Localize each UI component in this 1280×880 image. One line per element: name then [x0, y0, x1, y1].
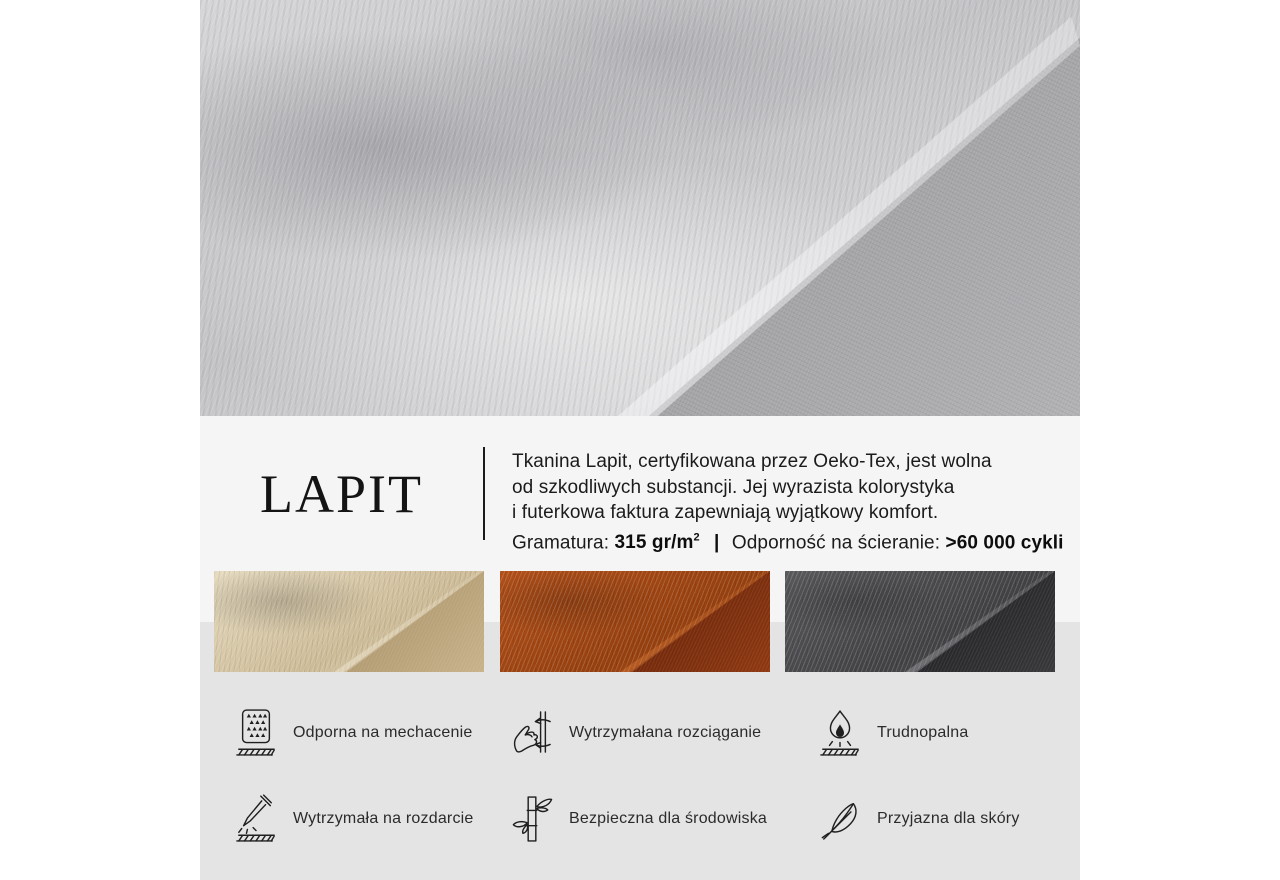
- feature-flame-retardant: [819, 704, 968, 762]
- feature-label: Trudnopalna: [877, 724, 969, 741]
- abrasion-label: Odporność na ścieranie:: [731, 531, 941, 553]
- specs-line: [512, 526, 1072, 556]
- abrasion-value: >60 000 cykli: [945, 531, 1064, 553]
- feature-label: Bezpieczna dla środowiska: [569, 810, 767, 827]
- feature-eco-safe: [511, 790, 767, 848]
- feature-label: Wytrzymała na rozdarcie: [293, 810, 474, 827]
- description-line: od szkodliwych substancji. Jej wyrazista kolorystyka: [512, 476, 955, 498]
- pilling-icon: [235, 707, 277, 759]
- swatch-beige: [214, 571, 484, 672]
- content-column: [200, 0, 1080, 880]
- description: [512, 449, 1072, 555]
- vertical-divider: [483, 447, 485, 540]
- feature-label: Odporna na mechacenie: [293, 724, 473, 741]
- weight-value: 315 $gr/m^2$: [614, 531, 700, 553]
- nail-icon: [235, 793, 277, 845]
- feather-icon: [819, 793, 861, 845]
- feature-label: Wytrzymałana rozciąganie: [569, 724, 762, 741]
- fabric-title: LAPIT: [260, 463, 423, 524]
- spec-separator: |: [714, 531, 720, 553]
- description-line: i futerkowa faktura zapewniają wyjątkowy komfort.: [512, 502, 939, 523]
- description-line: Tkanina Lapit, certyfikowana przez Oeko-Tex, jest wolna: [512, 451, 992, 472]
- swatch-rust: [500, 571, 770, 672]
- feature-tear-resistant: [235, 790, 474, 848]
- feature-skin-friendly: [819, 790, 1020, 848]
- feature-pilling: [235, 704, 472, 762]
- stretch-icon: [511, 707, 553, 759]
- bamboo-icon: [511, 793, 553, 845]
- hero-fabric-photo: [200, 0, 1080, 416]
- weight-label: Gramatura:: [512, 531, 610, 553]
- flame-icon: [819, 707, 861, 759]
- feature-stretch: [511, 704, 761, 762]
- swatch-charcoal: [785, 571, 1055, 672]
- feature-label: Przyjazna dla skóry: [877, 810, 1020, 827]
- swatch-row: [200, 571, 1080, 672]
